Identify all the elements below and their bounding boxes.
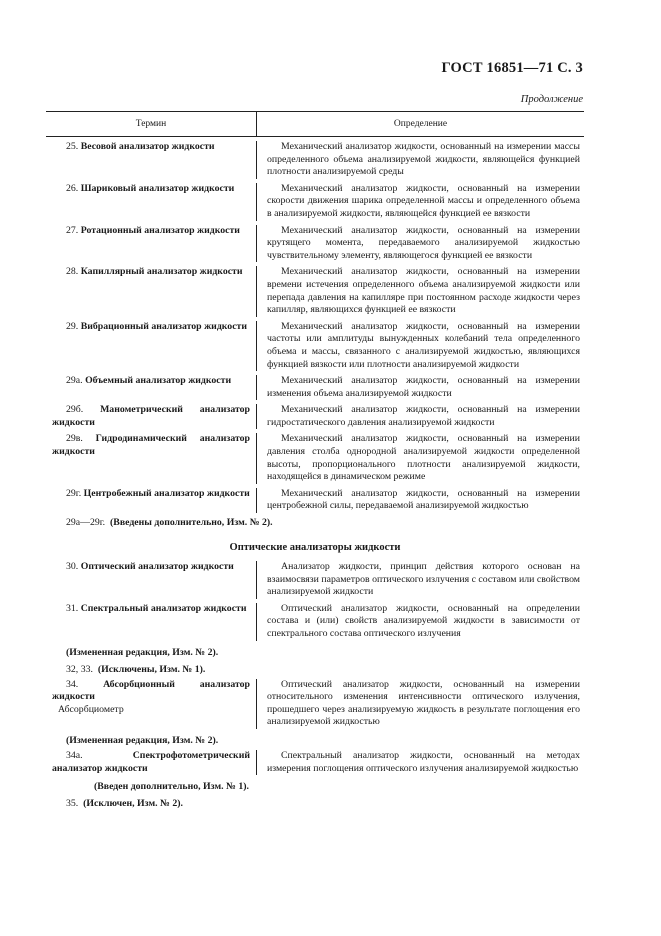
definition-cell: Оптический анализатор жидкости, основанный на определении состава и (или) свойств анализируемой жидкости в зависимости от спектрального состава оптического излучения bbox=[256, 603, 584, 641]
term-name: Центробежный анализатор жидкости bbox=[83, 487, 250, 499]
definition-cell: Спектральный анализатор жидкости, основанный на методах измерения поглощения оптического излучения анализируемой жидкостью bbox=[256, 750, 584, 775]
term-cell bbox=[46, 141, 256, 179]
term-cell bbox=[46, 404, 256, 429]
term-name: Капиллярный анализатор жидкости bbox=[80, 266, 243, 278]
definition-cell: Механический анализатор жидкости, основанный на измерении частоты или амплитуды вынужденных колебаний тела определенного объема и массы, связанного с анализируемой жидкостью, являющихся функцией вязкости или плотности анализируемой жидкости bbox=[256, 321, 584, 371]
term-cell bbox=[46, 225, 256, 263]
term-number: 31. bbox=[66, 602, 79, 614]
column-definition-header: Определение bbox=[393, 119, 448, 129]
term-cell bbox=[46, 679, 256, 729]
term-name: Оптический анализатор жидкости bbox=[80, 561, 234, 573]
term-name: Спектрофотометрический анализатор жидкости bbox=[52, 749, 250, 774]
rows-group-c bbox=[46, 679, 584, 729]
term-cell bbox=[46, 321, 256, 371]
table-row bbox=[46, 404, 584, 429]
table-row bbox=[46, 561, 584, 599]
term-cell bbox=[46, 433, 256, 483]
term-number: 29г. bbox=[66, 487, 82, 499]
definition-cell: Механический анализатор жидкости, основанный на измерении изменения объема анализируемой жидкости bbox=[256, 375, 584, 400]
table-row bbox=[46, 679, 584, 729]
page-header: ГОСТ 16851—71 С. 3 bbox=[441, 60, 583, 76]
definition-cell: Механический анализатор жидкости, основанный на измерении давления столба однородной анализируемой жидкости определенной высоты, пропорционального плотности анализируемой жидкости, находящейся в динамическом режиме bbox=[256, 433, 584, 483]
definition-cell: Механический анализатор жидкости, основанный на измерении времени истечения определенного объема анализируемой жидкости или перепада давления на капилляре при постоянном расходе жидкости через капилляр, являющихся функцией ее вязкости bbox=[256, 266, 584, 316]
amendment-note: (Измененная редакция, Изм. № 2). bbox=[66, 734, 219, 746]
term-number: 26. bbox=[66, 182, 79, 194]
term-number: 29а. bbox=[66, 375, 83, 387]
amendment-note: (Введен дополнительно, Изм. № 1). bbox=[94, 781, 249, 793]
definition-cell: Анализатор жидкости, принцип действия которого основан на взаимосвязи параметров оптического излучения с составом или свойством анализируемой жидкости bbox=[256, 561, 584, 599]
term-cell bbox=[46, 750, 256, 775]
definition-cell: Механический анализатор жидкости, основанный на измерении центробежной силы, передаваемой анализируемой жидкостью bbox=[256, 488, 584, 513]
definition-cell: Механический анализатор жидкости, основанный на измерении массы определенного объема анализируемой жидкости, являющейся функцией плотности анализируемой среды bbox=[256, 141, 584, 179]
terms-table bbox=[46, 111, 584, 809]
definition-cell: Механический анализатор жидкости, основанный на измерении скорости движения шарика определенной массы и определенного объема в анализируемой жидкости, являющейся функцией ее вязкости bbox=[256, 183, 584, 221]
term-name: Спектральный анализатор жидкости bbox=[80, 602, 247, 614]
term-number: 29. bbox=[66, 320, 79, 332]
rows-group-a bbox=[46, 141, 584, 513]
term-name: Весовой анализатор жидкости bbox=[80, 141, 215, 152]
table-row bbox=[46, 183, 584, 221]
term-number: 25. bbox=[66, 141, 79, 152]
rows-group-b bbox=[46, 561, 584, 641]
table-row bbox=[46, 603, 584, 641]
term-cell bbox=[46, 561, 256, 599]
rows-group-d bbox=[46, 750, 584, 775]
term-name: Абсорбционный анализатор жидкости bbox=[52, 678, 250, 703]
term-number: 34а. bbox=[66, 749, 83, 761]
table-row bbox=[46, 225, 584, 263]
table-row bbox=[46, 433, 584, 483]
term-name: Вибрационный анализатор жидкости bbox=[80, 320, 248, 332]
term-number: 30. bbox=[66, 561, 79, 573]
amendment-note: (Измененная редакция, Изм. № 2). bbox=[66, 646, 219, 658]
term-name: Ротационный анализатор жидкости bbox=[80, 224, 240, 236]
term-name: Манометрический анализатор жидкости bbox=[52, 404, 250, 428]
section-title: Оптические анализаторы жидкости bbox=[229, 542, 401, 554]
table-row bbox=[46, 750, 584, 775]
table-row bbox=[46, 488, 584, 513]
term-number: 28. bbox=[66, 266, 79, 278]
term-cell bbox=[46, 375, 256, 400]
table-row bbox=[46, 266, 584, 316]
term-number: 29в. bbox=[66, 433, 83, 445]
term-cell bbox=[46, 183, 256, 221]
term-number: 34. bbox=[66, 678, 79, 690]
term-name: Объемный анализатор жидкости bbox=[85, 375, 232, 387]
term-name: Шариковый анализатор жидкости bbox=[80, 182, 235, 194]
amendment-note: 29а—29г. (Введены дополнительно, Изм. № 2). bbox=[66, 517, 273, 529]
term-name: Гидродинамический анализатор жидкости bbox=[52, 433, 250, 458]
definition-cell: Механический анализатор жидкости, основанный на измерении крутящего момента, передаваемого анализируемой жидкостью чувствительному элементу, являющегося функцией ее вязкости bbox=[256, 225, 584, 263]
continuation-label: Продолжение bbox=[520, 94, 583, 105]
table-header bbox=[46, 111, 584, 137]
term-number: 29б. bbox=[66, 404, 84, 416]
definition-cell: Оптический анализатор жидкости, основанный на измерении относительного изменения интенсивности оптического излучения, прошедшего через анализируемую жидкость в результате поглощения его анализируемой жидкостью bbox=[256, 679, 584, 729]
table-row bbox=[46, 375, 584, 400]
definition-cell: Механический анализатор жидкости, основанный на измерении гидростатического давления анализируемой жидкости bbox=[256, 404, 584, 429]
term-number: 27. bbox=[66, 224, 79, 236]
term-cell bbox=[46, 603, 256, 641]
table-row bbox=[46, 141, 584, 179]
term-cell bbox=[46, 266, 256, 316]
amendment-note: 35. (Исключен, Изм. № 2). bbox=[66, 798, 183, 810]
term-synonym: Абсорбциометр bbox=[58, 703, 124, 715]
amendment-note: 32, 33. (Исключены, Изм. № 1). bbox=[66, 663, 206, 675]
table-row bbox=[46, 321, 584, 371]
term-cell bbox=[46, 488, 256, 513]
column-term-header: Термин bbox=[46, 112, 257, 136]
